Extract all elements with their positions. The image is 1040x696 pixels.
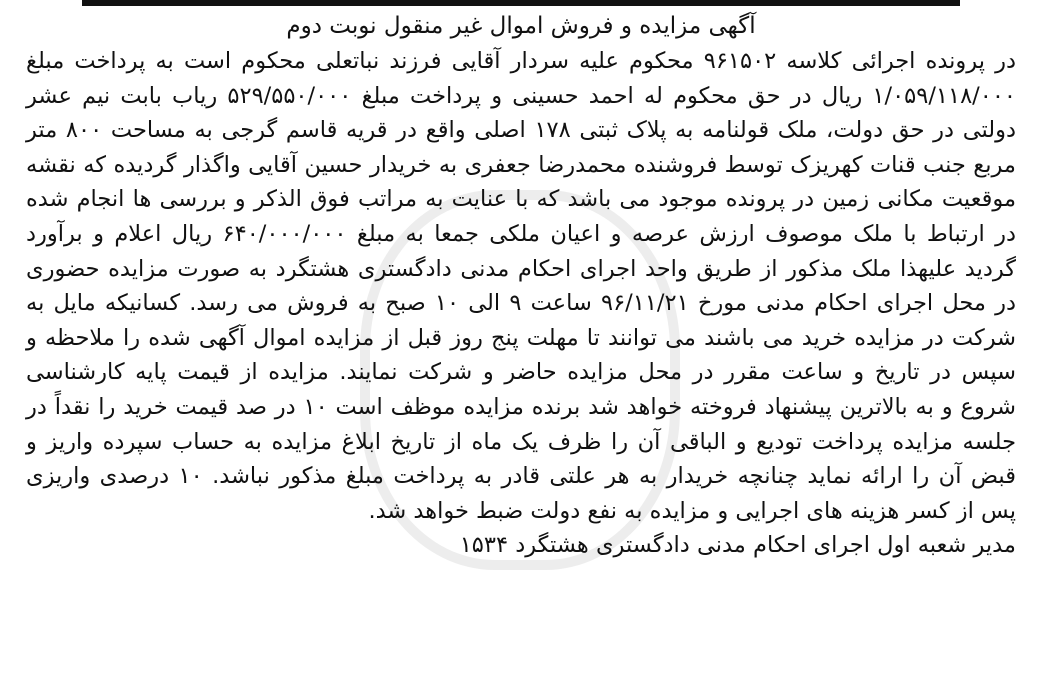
notice-signature: مدیر شعبه اول اجرای احکام مدنی دادگستری هشتگرد ۱۵۳۴ [459, 532, 1016, 559]
notice-body: در پرونده اجرائی کلاسه ۹۶۱۵۰۲ محکوم علیه سردار آقایی فرزند نباتعلی محکوم است به پرداخت مبلغ ۱/۰۵۹/۱۱۸/۰۰۰ ریال در حق محکوم له احمد حسینی و پرداخت مبلغ ۵۲۹/۵۵۰/۰۰۰ ریاب بابت نیم عشر دولتی در حق دولت، ملک قولنامه به پلاک ثبتی ۱۷۸ اصلی واقع در قریه قاسم گرجی به مساحت ۸۰۰ متر مربع جنب قنات کهریزک توسط فروشنده محمدرضا جعفری به خریدار حسین آقایی واگذار گردیده که نقشه موقعیت مکانی زمین در پرونده موجود می باشد که با عنایت به مراتب فوق الذکر و بررسی ها انجام شده در ارتباط با ملک موصوف ارزش عرصه و اعیان ملکی جمعا به مبلغ ۶۴۰/۰۰۰/۰۰۰ ریال اعلام و برآورد گردید علیهذا ملک مذکور از طریق واحد اجرای احکام مدنی دادگستری هشتگرد به صورت مزایده حضوری در محل اجرای احکام مدنی مورخ ۹۶/۱۱/۲۱ ساعت ۹ الی ۱۰ صبح به فروش می رسد. کسانیکه مایل به شرکت در مزایده خرید می باشند می توانند تا مهلت پنج روز قبل از مزایده اموال آگهی شده را ملاحظه و سپس در تاریخ و ساعت مقرر در محل مزایده حاضر و شرکت نمایند. مزایده از قیمت پایه کارشناسی شروع و به بالاترین پیشنهاد فروخته خواهد شد برنده مزایده موظف است ۱۰ در صد قیمت خرید را نقداً در جلسه مزایده پرداخت تودیع و الباقی آن را ظرف یک ماه از تاریخ ابلاغ مزایده به حساب سپرده واریز و قبض آن را ارائه نماید چنانچه خریدار به هر علتی قادر به پرداخت مبلغ مذکور نباشد. ۱۰ درصدی واریزی پس از کسر هزینه های اجرایی و مزایده به نفع دولت ضبط خواهد شد. [26, 48, 1017, 524]
notice-title: آگهی مزایده و فروش اموال غیر منقول نوبت دوم [286, 13, 756, 39]
top-border-rule [82, 0, 960, 6]
auction-notice [26, 12, 1016, 563]
